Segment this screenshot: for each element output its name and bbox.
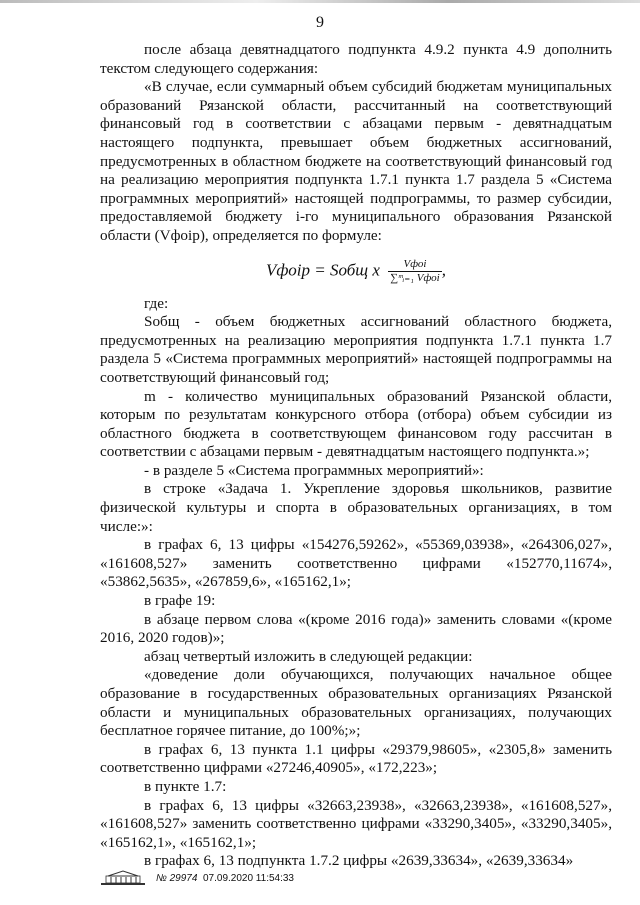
paragraph: «доведение доли обучающихся, получающих начальное общее образование в государственных образовательных организациях Рязанской области и муниципальных образовательных организациях, получающих бесплатное горячее питание, до 100%;»;	[100, 666, 612, 740]
formula-times: x	[372, 259, 380, 279]
paragraph: абзац четвертый изложить в следующей редакции:	[144, 647, 473, 665]
document-timestamp: 07.09.2020 11:54:33	[202, 872, 294, 884]
paragraph: в графах 6, 13 цифры «154276,59262», «55369,03938», «264306,027», «161608,527» заменить соответственно цифрами «152770,11674», «53862,5635», «267859,6», «165162,1»;	[100, 536, 612, 591]
formula-coefficient: Sобщ	[329, 259, 369, 279]
subsidy-formula	[100, 258, 612, 285]
paragraph: в пункте 1.7:	[144, 777, 227, 795]
paragraph: в строке «Задача 1. Укрепление здоровья школьников, развитие физической культуры и спорта в образовательных организациях, в том числе:»:	[100, 480, 612, 535]
formula-equals: =	[314, 259, 326, 279]
paragraph: Sобщ - объем бюджетных ассигнований областного бюджета, предусмотренных на реализацию мероприятия подпункта 1.7.1 пункта 1.7 раздела 5 «Система программных мероприятий» настоящей подпрограммы на соответствующий финансовый год;	[100, 313, 612, 386]
document-footer	[100, 869, 294, 887]
paragraph: в графах 6, 13 цифры «32663,23938», «32663,23938», «161608,527», «161608,527» заменить соответственно цифрами «33290,3405», «33290,3405», «165162,1», «165162,1»;	[100, 796, 612, 851]
paragraph: где:	[144, 294, 169, 312]
paragraph: «В случае, если суммарный объем субсидий бюджетам муниципальных образований Рязанской области, рассчитанный на соответствующий финансовый год в соответствии с абзацами первым - девятнадцатым настоящего подпункта, превышает объем бюджетных ассигнований, предусмотренных в областном бюджете на соответствующий финансовый год на реализацию мероприятия подпункта 1.7.1 пункта 1.7 раздела 5 «Система программных мероприятий» настоящей подпрограммы, то размер субсидии, предоставляемой бюджету i-го муниципального образования Рязанской области (Vфоiр), определяется по формуле:	[100, 78, 612, 244]
formula-denominator: ∑ᵐᵢ₌₁ Vфоi	[390, 271, 440, 284]
page-number: 9	[316, 14, 324, 31]
paragraph: в абзаце первом слова «(кроме 2016 года)» заменить словами «(кроме 2016, 2020 годов)»;	[100, 610, 612, 647]
paragraph: после абзаца девятнадцатого подпункта 4.9.2 пункта 4.9 дополнить текстом следующего содержания:	[100, 41, 612, 77]
paragraph: в графе 19:	[144, 592, 216, 610]
formula-numerator: Vфоi	[388, 258, 442, 272]
paragraph: в графах 6, 13 подпункта 1.7.2 цифры «2639,33634», «2639,33634»	[144, 852, 574, 870]
paragraph: в графах 6, 13 пункта 1.1 цифры «29379,98605», «2305,8» заменить соответственно цифрами «27246,40905», «172,223»;	[100, 740, 612, 777]
formula-lhs: Vфоiр	[266, 259, 310, 279]
document-number: № 29974	[156, 872, 198, 884]
scan-top-edge	[0, 0, 640, 3]
formula-tail: ,	[441, 259, 446, 279]
building-stamp-icon	[100, 870, 146, 886]
paragraph: m - количество муниципальных образований Рязанской области, которым по результатам конкурсного отбора (отбора) объем субсидии из областного бюджета в соответствующем финансовом году рассчитан в соответствии с абзацами первым - девятнадцатым настоящего подпункта.»;	[100, 387, 612, 461]
formula-fraction	[388, 258, 442, 285]
paragraph: - в разделе 5 «Система программных мероприятий»:	[144, 461, 484, 479]
document-body	[100, 41, 612, 871]
